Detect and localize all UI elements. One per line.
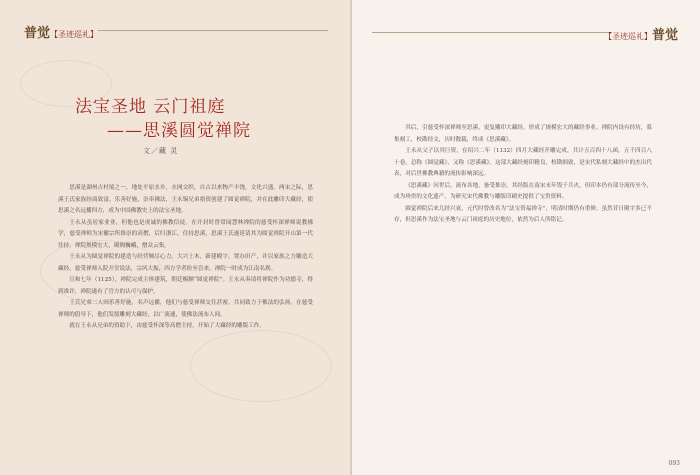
paragraph: 就在王永从兄弟的资助下，由慈受怀深等高僧主持，开始了大藏经的雕版工作。 — [69, 323, 265, 329]
article-subtitle: ——思溪圆觉禅院 — [107, 121, 251, 141]
paragraph: 宣和七年（1125），禅院完成主体建筑，朝廷赐额“圆觉禅院”。王永从奏请将禅院作为功德寺，得到准许，禅院遂有了官方的认可与保护。 — [58, 277, 313, 295]
article-title: 法宝圣地 云门祖庭 — [75, 97, 226, 117]
paragraph: 《思溪藏》问世后，流布各地，备受推崇。其经版在南宋末年毁于兵火，但印本仍有部分流传至今，成为珍贵的文化遗产，为研究宋代佛教与雕版印刷史提供了宝贵资料。 — [394, 182, 652, 200]
cloud-pattern — [190, 330, 332, 402]
paragraph: 圆觉禅院后来几经兴衰，元代时曾改名为“法宝资福禅寺”，明清时期仍有重修。虽然昔日殿宇多已不存，但思溪作为法宝圣地与云门祖庭的历史地位，依然为后人所铭记。 — [394, 205, 652, 223]
paragraph: 王永从为圆觉禅院的建造与经营倾尽心力，大兴土木，新建殿宇，置办田产，并以家族之力雕造大藏经。慈受禅师入院开堂说法，宗风大振，四方学者纷至沓来，禅院一时成为江南名刹。 — [58, 254, 313, 272]
paragraph: 思溪是湖州吉村境之一，地处平原水乡，水网交织，自古以来物产丰饶，文化兴盛。两宋之际，思溪王氏家族经商致富，乐善好施，崇奉佛法，王永锡兄弟捐资创建了圆觉禅院，并在此雕印大藏经，使思溪之名远播四方，成为中国佛教史上的法宝圣地。 — [58, 185, 313, 214]
paragraph: 王永从父子以其巨资，在绍兴二年（1132）四月大藏经开雕完成，共计五百四十八函，五千四百八十卷，总称《圆觉藏》，又称《思溪藏》。这部大藏经刻印精良，校勘细致，是宋代私刻大藏经中的杰出代表，对后世佛教典籍的流传影响深远。 — [394, 148, 652, 177]
byline: 文／藏 灵 — [143, 147, 179, 155]
logo-main: 普觉 — [651, 28, 678, 43]
paragraph: 王永从虽居家业业，但他也是虔诚的佛教信徒。在开封时曾常闻慧林禅院的慈受怀深禅师说教佛学，慈受禅师为宋徽宗所推崇的高僧，后归浙江，住持思溪，思溪王氏遂延请其为圆觉禅院开山第一代住持。禅院规模宏大，殿阁巍峨，僧众云集。 — [58, 219, 313, 249]
logo-main: 普觉 — [24, 26, 51, 41]
paragraph: 其后，引慈受怀深禅师至思溪，更复雕印大藏经，形成了规模宏大的藏经事业。禅院内设有经坊，募集刻工，校勘经文，历时数载，终成《思溪藏》。 — [394, 125, 652, 143]
right-page — [352, 0, 700, 475]
header-logo-left — [24, 22, 98, 41]
logo-tag: 【圣迹巡礼】 — [50, 30, 99, 39]
page-number: 093 — [668, 460, 680, 467]
header-rule — [372, 32, 612, 33]
right-body-text — [394, 123, 652, 227]
logo-tag: 【圣迹巡礼】 — [603, 32, 652, 41]
left-body-text — [58, 183, 313, 333]
header-rule — [98, 30, 328, 31]
paragraph: 王氏兄弟二人因乐善好施，名声远播，他们与慈受禅师交往甚密，共同致力于佛法的弘扬。在慈受禅师的倡导下，他们发愿雕刻大藏经，以广流通，使佛法流布人间。 — [58, 300, 313, 318]
header-logo-right — [604, 24, 678, 43]
